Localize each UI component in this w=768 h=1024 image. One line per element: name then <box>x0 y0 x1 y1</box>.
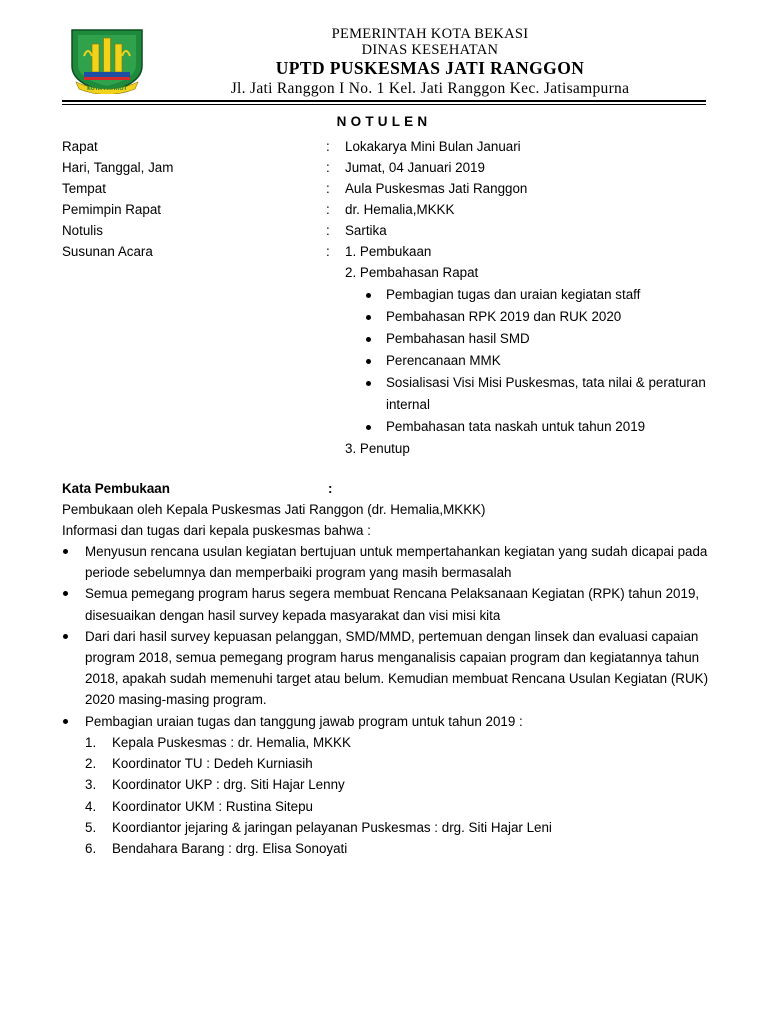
meeting-info-table <box>62 136 722 262</box>
assignment-item <box>62 817 712 838</box>
assignment-number: 2. <box>85 756 97 772</box>
instruction-item: Dari dari hasil survey kepuasan pelanggan, SMD/MMD, pertemuan dengan linsek dan evaluasi capaian program 2018, semua pemegang program harus menganalisis capaian program dan kegiatannya tahun 2018, apakah sudah memenuhi target atau belum. Kemudian membuat Rencana Usulan Kegiatan (RUK) 2020 masing-masing program. <box>62 626 712 711</box>
info-row <box>62 199 722 220</box>
assignment-item <box>62 753 712 774</box>
assignment-item <box>62 732 712 753</box>
info-row <box>62 220 722 241</box>
section-heading-colon: : <box>328 481 333 496</box>
agenda-subitem: Pembahasan hasil SMD <box>362 328 725 350</box>
info-value: dr. Hemalia,MKKK <box>345 202 455 217</box>
info-colon: : <box>326 202 330 217</box>
agenda-list <box>345 262 725 460</box>
assignment-number: 6. <box>85 841 97 857</box>
info-value: Aula Puskesmas Jati Ranggon <box>345 181 528 196</box>
assignment-text: Koordinator TU : Dedeh Kurniasih <box>112 756 313 772</box>
assignment-number: 5. <box>85 820 97 836</box>
letterhead-institution: UPTD PUSKESMAS JATI RANGGON <box>275 58 585 78</box>
letterhead-address: Jl. Jati Ranggon I No. 1 Kel. Jati Ranggon Kec. Jatisampurna <box>230 80 630 97</box>
agenda-subitem: Pembagian tugas dan uraian kegiatan staff <box>362 284 725 306</box>
section-heading <box>62 478 712 499</box>
agenda-subitem: Sosialisasi Visi Misi Puskesmas, tata nilai & peraturan internal <box>362 372 725 416</box>
info-colon: : <box>326 181 330 196</box>
assignment-number: 3. <box>85 777 97 793</box>
assignment-item <box>62 838 712 859</box>
opening-paragraph: Informasi dan tugas dari kepala puskesmas bahwa : <box>62 523 371 538</box>
agenda-item: 3. Penutup <box>345 441 410 456</box>
section-heading-text: Kata Pembukaan <box>62 481 170 496</box>
info-value: Lokakarya Mini Bulan Januari <box>345 139 521 154</box>
assignment-text: Kepala Puskesmas : dr. Hemalia, MKKK <box>112 734 351 750</box>
agenda-subitem: Pembahasan tata naskah untuk tahun 2019 <box>362 416 725 438</box>
info-row <box>62 136 722 157</box>
assignment-list <box>62 732 712 860</box>
emblem-banner-text: KOTA PATRIOT <box>86 86 128 92</box>
info-colon: : <box>326 139 330 154</box>
assignment-text: Koordinator UKP : drg. Siti Hajar Lenny <box>112 777 345 793</box>
assignment-number: 1. <box>85 734 97 750</box>
agenda-item: 2. Pembahasan Rapat <box>345 265 479 280</box>
assignment-text: Koordiantor jejaring & jaringan pelayanan Puskesmas : drg. Siti Hajar Leni <box>112 820 552 836</box>
info-row <box>62 241 722 262</box>
instruction-item: Pembagian uraian tugas dan tanggung jawab program untuk tahun 2019 : <box>62 711 712 732</box>
instruction-item: Semua pemegang program harus segera membuat Rencana Pelaksanaan Kegiatan (RPK) tahun 2019, disesuaikan dengan hasil survey kepada masyarakat dan visi misi kita <box>62 583 712 625</box>
info-label: Susunan Acara <box>62 244 153 259</box>
letterhead-rule-thin <box>62 104 706 105</box>
agenda-subitem: Perencanaan MMK <box>362 350 725 372</box>
letterhead-rule-thick <box>62 100 706 102</box>
agenda-subitems <box>362 284 725 438</box>
letterhead <box>160 26 700 99</box>
info-label: Notulis <box>62 223 103 238</box>
info-value: Jumat, 04 Januari 2019 <box>345 160 485 175</box>
info-label: Hari, Tanggal, Jam <box>62 160 174 175</box>
agenda-subitem: Pembahasan RPK 2019 dan RUK 2020 <box>362 306 725 328</box>
assignment-number: 4. <box>85 798 97 814</box>
instruction-item: Menyusun rencana usulan kegiatan bertujuan untuk mempertahankan kegiatan yang sudah dicapai pada periode sebelumnya dan memperbaiki program yang masih bermasalah <box>62 541 712 583</box>
assignment-item <box>62 796 712 817</box>
info-value: 1. Pembukaan <box>345 244 432 259</box>
info-label: Tempat <box>62 181 106 196</box>
info-value: Sartika <box>345 223 387 238</box>
info-colon: : <box>326 244 330 259</box>
assignment-text: Bendahara Barang : drg. Elisa Sonoyati <box>112 841 348 857</box>
info-label: Pemimpin Rapat <box>62 202 161 217</box>
instruction-list <box>62 541 712 732</box>
info-row <box>62 178 722 199</box>
info-label: Rapat <box>62 139 98 154</box>
info-colon: : <box>326 223 330 238</box>
info-colon: : <box>326 160 330 175</box>
info-row <box>62 157 722 178</box>
letterhead-government: PEMERINTAH KOTA BEKASI <box>331 26 529 42</box>
assignment-text: Koordinator UKM : Rustina Sitepu <box>112 798 313 814</box>
assignment-item <box>62 774 712 795</box>
letterhead-department: DINAS KESEHATAN <box>361 42 499 58</box>
document-title: NOTULEN <box>336 114 432 129</box>
kota-bekasi-emblem <box>62 26 152 94</box>
opening-section <box>62 478 712 860</box>
opening-paragraph: Pembukaan oleh Kepala Puskesmas Jati Ranggon (dr. Hemalia,MKKK) <box>62 502 486 517</box>
